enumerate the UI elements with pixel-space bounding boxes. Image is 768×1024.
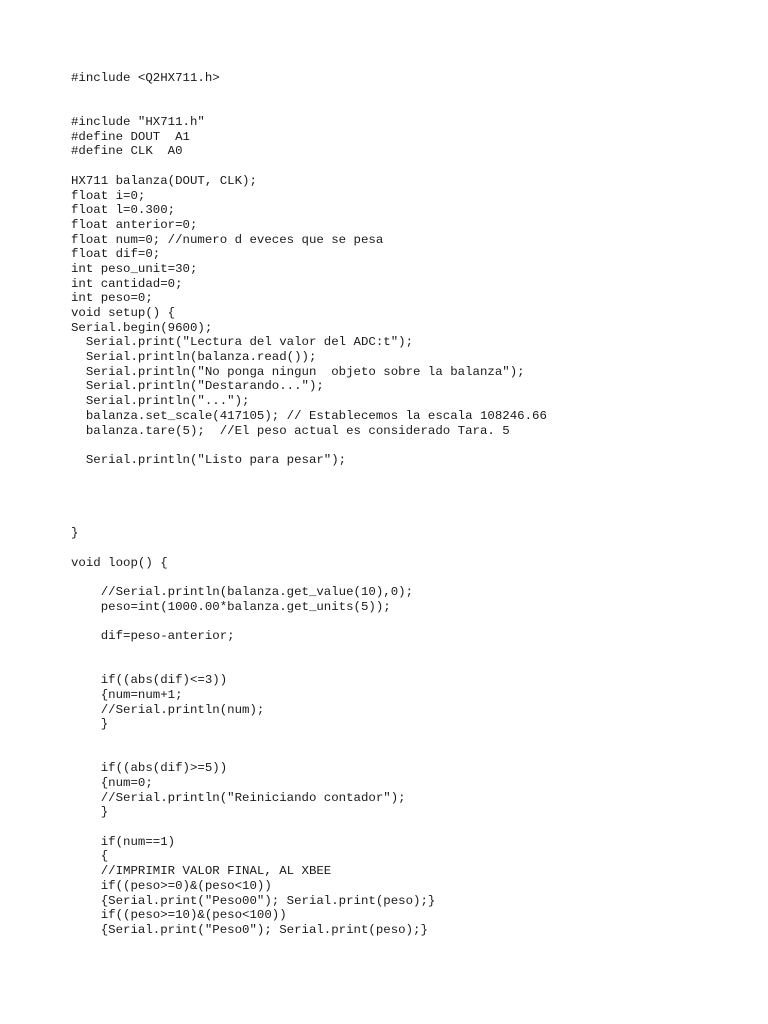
code-line: void loop() { <box>71 555 168 570</box>
code-line: if((peso>=10)&(peso<100)) <box>71 908 287 923</box>
code-line <box>71 482 751 497</box>
code-line <box>71 159 751 174</box>
code-line: //Serial.println(num); <box>71 702 265 717</box>
code-line: #include <Q2HX711.h> <box>71 71 220 85</box>
code-line: } <box>71 805 109 820</box>
code-line: if(num==1) <box>71 834 176 849</box>
code-line <box>71 468 751 483</box>
code-line: void setup() { <box>71 306 176 320</box>
code-line: Serial.println("Destarando..."); <box>71 379 324 394</box>
code-line: { <box>71 849 109 864</box>
code-line: Serial.println("No ponga ningun objeto sobre la balanza"); <box>71 364 525 379</box>
code-line <box>71 541 751 556</box>
code-line: {Serial.print("Peso0"); Serial.print(peso);} <box>71 922 428 937</box>
code-line: Serial.println("Listo para pesar"); <box>71 452 347 467</box>
code-line: dif=peso-anterior; <box>71 629 235 644</box>
code-line: float num=0; //numero d eveces que se pesa <box>71 232 384 247</box>
code-line: #include "HX711.h" <box>71 115 205 130</box>
code-line: //IMPRIMIR VALOR FINAL, AL XBEE <box>71 864 332 879</box>
code-line: //Serial.println(balanza.get_value(10),0); <box>71 585 414 600</box>
code-line <box>71 438 751 453</box>
code-line: float dif=0; <box>71 247 161 262</box>
code-line <box>71 747 751 762</box>
code-line: int cantidad=0; <box>71 276 183 291</box>
code-line: peso=int(1000.00*balanza.get_units(5)); <box>71 599 391 614</box>
code-line: if((abs(dif)<=3)) <box>71 673 228 688</box>
code-line: Serial.println(balanza.read()); <box>71 350 317 365</box>
code-line: {Serial.print("Peso00"); Serial.print(peso);} <box>71 893 436 908</box>
code-line: if((abs(dif)>=5)) <box>71 761 228 776</box>
code-line: float anterior=0; <box>71 217 198 232</box>
code-line: float l=0.300; <box>71 203 176 218</box>
code-line: int peso=0; <box>71 291 153 306</box>
code-line: int peso_unit=30; <box>71 261 198 276</box>
code-line: balanza.tare(5); //El peso actual es considerado Tara. 5 <box>71 423 510 438</box>
code-line: {num=0; <box>71 776 153 790</box>
code-line: float i=0; <box>71 188 146 203</box>
code-line: if((peso>=0)&(peso<10)) <box>71 878 272 893</box>
code-line: #define CLK A0 <box>71 144 183 159</box>
code-line: {num=num+1; <box>71 687 183 702</box>
code-line: #define DOUT A1 <box>71 129 190 144</box>
code-line <box>71 570 751 585</box>
code-line: } <box>71 717 109 732</box>
code-line <box>71 644 751 659</box>
code-line: Serial.println("..."); <box>71 394 250 409</box>
code-line: } <box>71 526 79 541</box>
code-line <box>71 614 751 629</box>
code-line <box>71 820 751 835</box>
code-line: balanza.set_scale(417105); // Establecemos la escala 108246.66 <box>71 408 547 423</box>
code-line: //Serial.println("Reiniciando contador"); <box>71 790 406 805</box>
code-block <box>71 71 751 938</box>
code-line <box>71 86 751 101</box>
code-line <box>71 512 751 527</box>
code-line: Serial.print("Lectura del valor del ADC:t"); <box>71 335 414 350</box>
code-line <box>71 497 751 512</box>
code-line: Serial.begin(9600); <box>71 320 213 335</box>
code-line <box>71 659 751 674</box>
code-line: HX711 balanza(DOUT, CLK); <box>71 173 257 188</box>
code-line <box>71 732 751 747</box>
code-line <box>71 100 751 115</box>
